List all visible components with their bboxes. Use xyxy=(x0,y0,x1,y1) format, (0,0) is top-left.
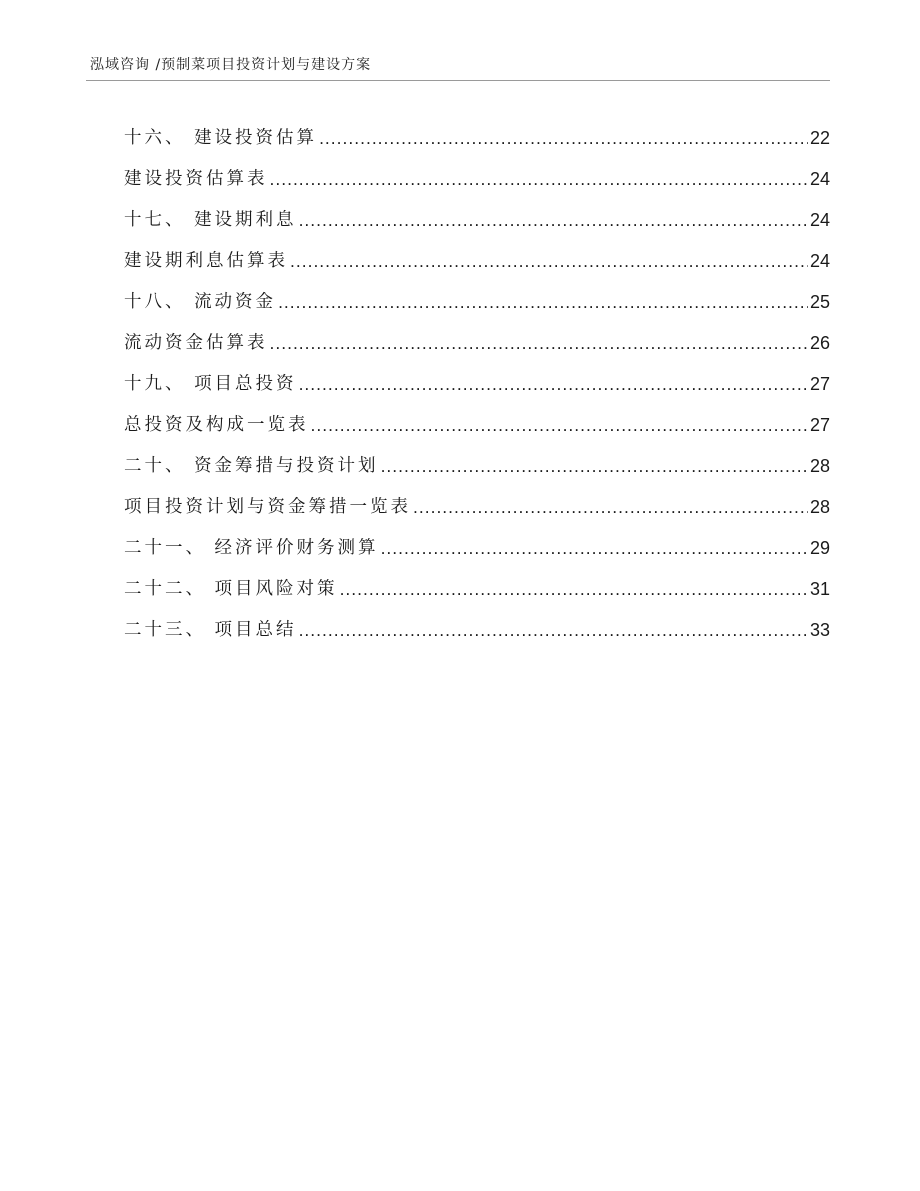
toc-entry-page: 22 xyxy=(809,128,830,148)
header-divider xyxy=(86,80,830,81)
toc-entry-page: 28 xyxy=(809,456,830,476)
toc-entry-title: 十六、 建设投资估算 xyxy=(124,128,318,148)
toc-entry-page: 26 xyxy=(809,333,830,353)
toc-entry[interactable] xyxy=(124,405,830,446)
toc-entry-page: 24 xyxy=(809,210,830,230)
toc-entry-page: 24 xyxy=(809,169,830,189)
toc-entry[interactable] xyxy=(124,118,830,159)
toc-entry[interactable] xyxy=(124,323,830,364)
toc-entry-page: 28 xyxy=(809,497,830,517)
toc-dot-leader xyxy=(278,282,808,323)
page-header: 泓域咨询 /预制菜项目投资计划与建设方案 xyxy=(90,57,372,73)
toc-entry-title: 十七、 建设期利息 xyxy=(124,210,297,230)
toc-entry[interactable] xyxy=(124,487,830,528)
table-of-contents xyxy=(124,118,830,651)
toc-entry-title: 十八、 流动资金 xyxy=(124,292,277,312)
toc-dot-leader xyxy=(413,487,808,528)
toc-dot-leader xyxy=(270,323,808,364)
toc-entry[interactable] xyxy=(124,241,830,282)
toc-entry-page: 29 xyxy=(809,538,830,558)
toc-entry-title: 建设期利息估算表 xyxy=(124,251,288,271)
toc-entry-title: 流动资金估算表 xyxy=(124,333,268,353)
toc-entry-title: 二十二、 项目风险对策 xyxy=(124,579,338,599)
toc-entry[interactable] xyxy=(124,528,830,569)
toc-entry-title: 总投资及构成一览表 xyxy=(124,415,309,435)
toc-entry-title: 项目投资计划与资金筹措一览表 xyxy=(124,497,411,517)
toc-dot-leader xyxy=(299,610,808,651)
toc-dot-leader xyxy=(299,364,808,405)
toc-dot-leader xyxy=(311,405,808,446)
toc-entry-title: 二十、 资金筹措与投资计划 xyxy=(124,456,379,476)
toc-entry[interactable] xyxy=(124,364,830,405)
toc-dot-leader xyxy=(299,200,808,241)
toc-entry-page: 27 xyxy=(809,415,830,435)
toc-dot-leader xyxy=(381,528,808,569)
toc-dot-leader xyxy=(319,118,808,159)
toc-entry-title: 二十一、 经济评价财务测算 xyxy=(124,538,379,558)
toc-entry[interactable] xyxy=(124,200,830,241)
toc-entry-page: 25 xyxy=(809,292,830,312)
toc-dot-leader xyxy=(381,446,808,487)
toc-dot-leader xyxy=(340,569,808,610)
toc-dot-leader xyxy=(270,159,808,200)
toc-entry[interactable] xyxy=(124,159,830,200)
toc-entry-page: 24 xyxy=(809,251,830,271)
toc-entry[interactable] xyxy=(124,569,830,610)
toc-entry-title: 二十三、 项目总结 xyxy=(124,620,297,640)
toc-entry-title: 十九、 项目总投资 xyxy=(124,374,297,394)
toc-entry-title: 建设投资估算表 xyxy=(124,169,268,189)
toc-entry-page: 31 xyxy=(809,579,830,599)
toc-entry[interactable] xyxy=(124,282,830,323)
toc-dot-leader xyxy=(290,241,808,282)
toc-entry[interactable] xyxy=(124,610,830,651)
toc-entry[interactable] xyxy=(124,446,830,487)
toc-entry-page: 33 xyxy=(809,620,830,640)
toc-entry-page: 27 xyxy=(809,374,830,394)
